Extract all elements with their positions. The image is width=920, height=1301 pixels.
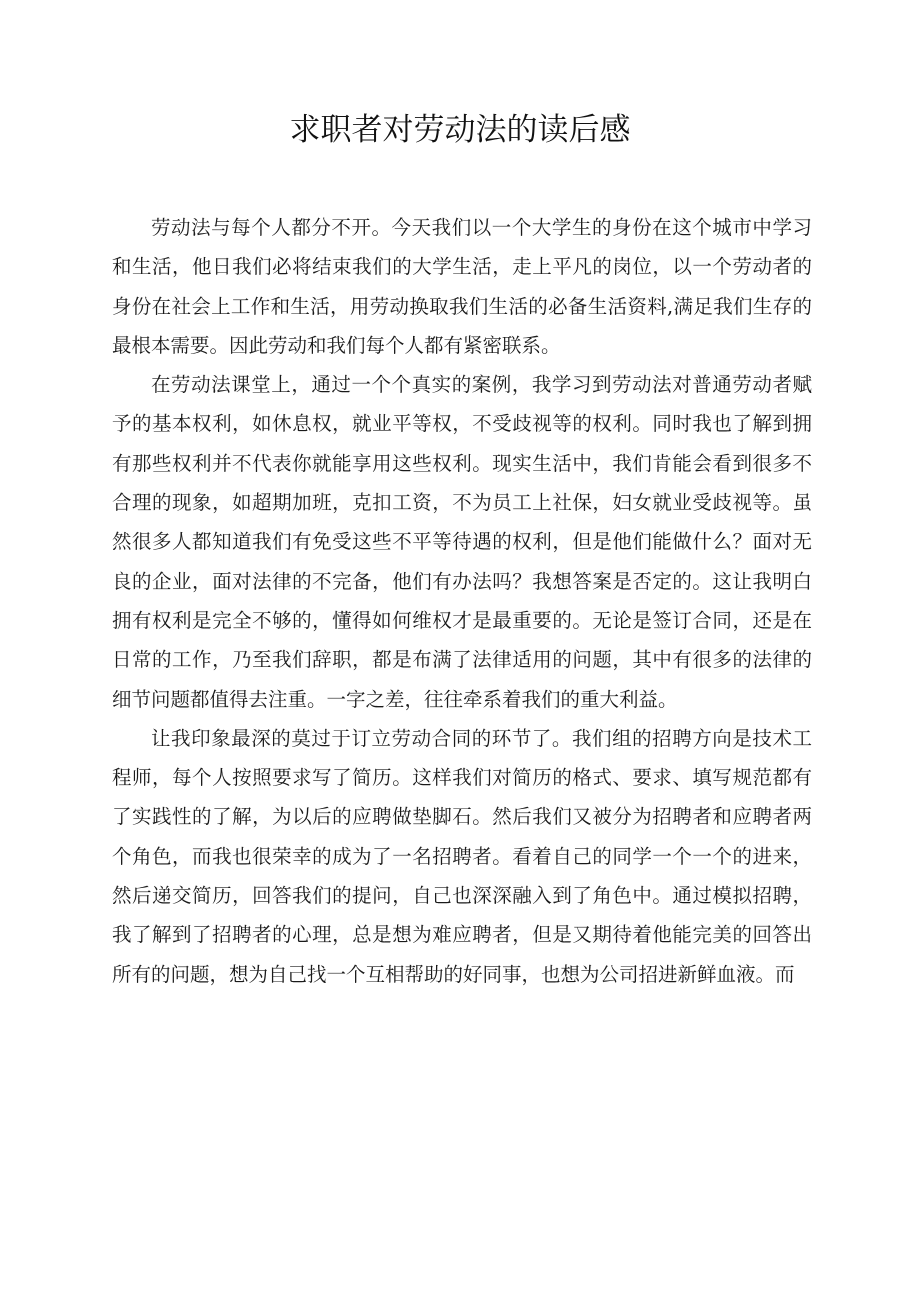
paragraph-3: 让我印象最深的莫过于订立劳动合同的环节了。我们组的招聘方向是技术工程师，每个人按照要求写了简历。这样我们对简历的格式、要求、填写规范都有了实践性的了解，为以后的应聘做垫脚石。然后我们又被分为招聘者和应聘者两个角色，而我也很荣幸的成为了一名招聘者。看着自己的同学一个一个的进来，然后递交简历，回答我们的提问，自己也深深融入到了角色中。通过模拟招聘，我了解到了招聘者的心理，总是想为难应聘者，但是又期待着他能完美的回答出所有的问题，想为自己找一个互相帮助的好同事，也想为公司招进新鲜血液。而 [112,726,812,986]
paragraph-1: 劳动法与每个人都分不开。今天我们以一个大学生的身份在这个城市中学习和生活，他日我们必将结束我们的大学生活，走上平凡的岗位，以一个劳动者的身份在社会上工作和生活，用劳动换取我们生活的必备生活资料,满足我们生存的最根本需要。因此劳动和我们每个人都有紧密联系。 [112,216,812,357]
document-body [112,208,812,994]
document-title: 求职者对劳动法的读后感 [289,112,631,148]
paragraph-2: 在劳动法课堂上，通过一个个真实的案例，我学习到劳动法对普通劳动者赋予的基本权利，如休息权，就业平等权，不受歧视等的权利。同时我也了解到拥有那些权利并不代表你就能享用这些权利。现实生活中，我们肯能会看到很多不合理的现象，如超期加班，克扣工资，不为员工上社保，妇女就业受歧视等。虽然很多人都知道我们有免受这些不平等待遇的权利，但是他们能做什么？面对无良的企业，面对法律的不完备，他们有办法吗？我想答案是否定的。这让我明白拥有权利是完全不够的，懂得如何维权才是最重要的。无论是签订合同，还是在日常的工作，乃至我们辞职，都是布满了法律适用的问题，其中有很多的法律的细节问题都值得去注重。一字之差，往往牵系着我们的重大利益。 [112,373,812,711]
